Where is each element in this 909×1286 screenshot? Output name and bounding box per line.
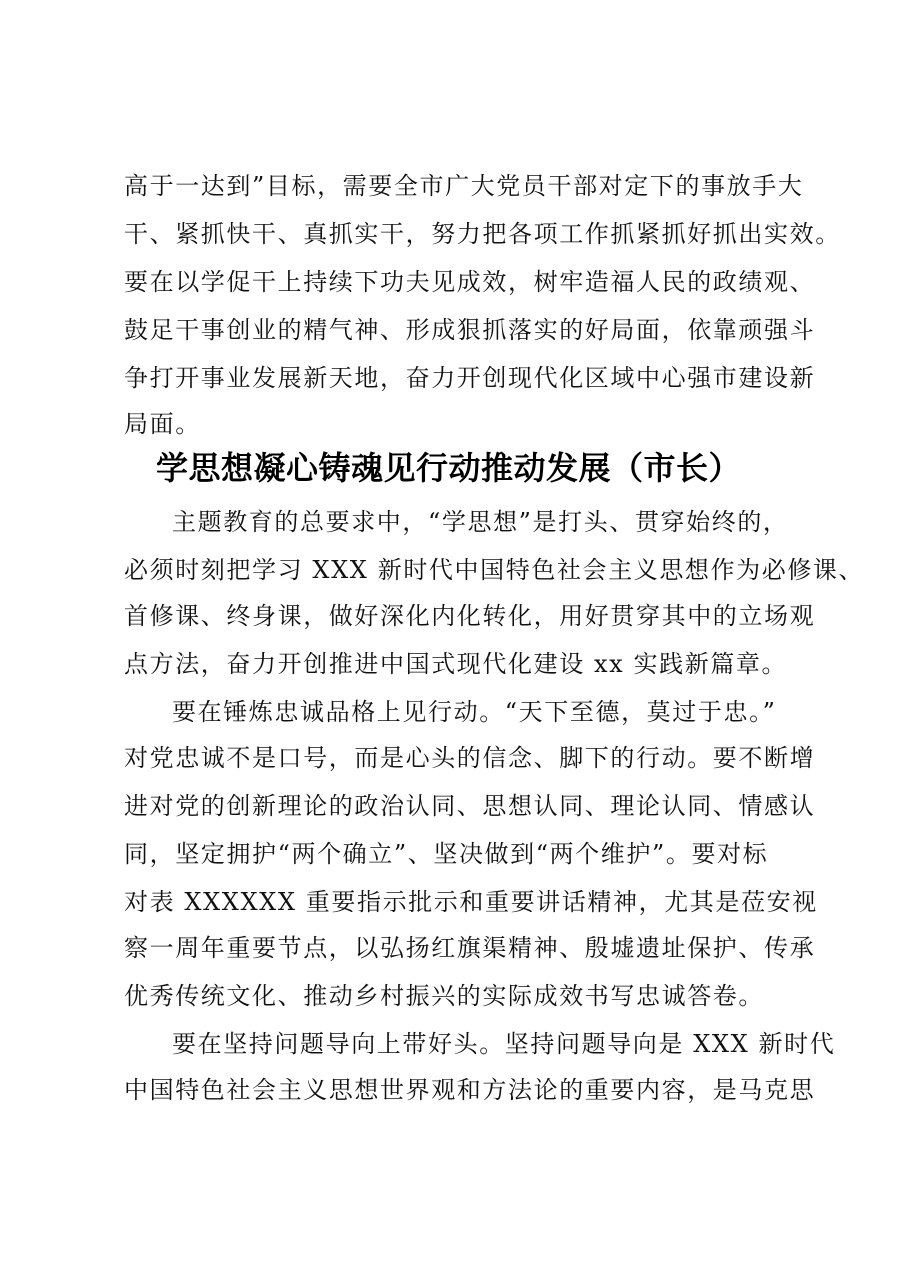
paragraph2-line-6: 察一周年重要节点，以弘扬红旗渠精神、殷墟遗址保护、传承 xyxy=(124,934,816,962)
paragraph2-line-4: 同，坚定拥护“两个确立”、坚决做到“两个维护”。要对标 xyxy=(124,840,769,868)
intro-line-5: 争打开事业发展新天地，奋力开创现代化区域中心强市建设新 xyxy=(124,364,816,392)
intro-line-1: 高于一达到”目标，需要全市广大党员干部对定下的事放手大 xyxy=(124,172,804,200)
paragraph2-line-7: 优秀传统文化、推动乡村振兴的实际成效书写忠诚答卷。 xyxy=(124,982,764,1010)
intro-line-2: 干、紧抓快干、真抓实干，努力把各项工作抓紧抓好抓出实效。 xyxy=(124,220,841,248)
intro-line-3: 要在以学促干上持续下功夫见成效，树牢造福人民的政绩观、 xyxy=(124,268,816,296)
paragraph3-line-1: 要在坚持问题导向上带好头。坚持问题导向是 XXX 新时代 xyxy=(172,1030,836,1058)
paragraph1-line-4: 点方法，奋力开创推进中国式现代化建设 xx 实践新篇章。 xyxy=(124,650,788,678)
intro-line-4: 鼓足干事创业的精气神、形成狠抓落实的好局面，依靠顽强斗 xyxy=(124,316,816,344)
intro-line-6: 局面。 xyxy=(124,410,201,438)
paragraph3-line-2: 中国特色社会主义思想世界观和方法论的重要内容，是马克思 xyxy=(124,1076,816,1104)
section-title: 学思想凝心铸魂见行动推动发展（市长） xyxy=(156,449,742,487)
paragraph1-line-1: 主题教育的总要求中，“学思想”是打头、贯穿始终的， xyxy=(172,508,789,536)
paragraph2-line-2: 对党忠诚不是口号，而是心头的信念、脚下的行动。要不断增 xyxy=(124,744,816,772)
paragraph2-line-1: 要在锤炼忠诚品格上见行动。“天下至德，莫过于忠。” xyxy=(172,698,777,726)
paragraph1-line-3: 首修课、终身课，做好深化内化转化，用好贯穿其中的立场观 xyxy=(124,602,816,630)
paragraph2-line-5: 对表 XXXXXX 重要指示批示和重要讲话精神，尤其是莅安视 xyxy=(124,888,818,916)
paragraph1-line-2: 必须时刻把学习 XXX 新时代中国特色社会主义思想作为必修课、 xyxy=(124,556,865,584)
paragraph2-line-3: 进对党的创新理论的政治认同、思想认同、理论认同、情感认 xyxy=(124,792,816,820)
